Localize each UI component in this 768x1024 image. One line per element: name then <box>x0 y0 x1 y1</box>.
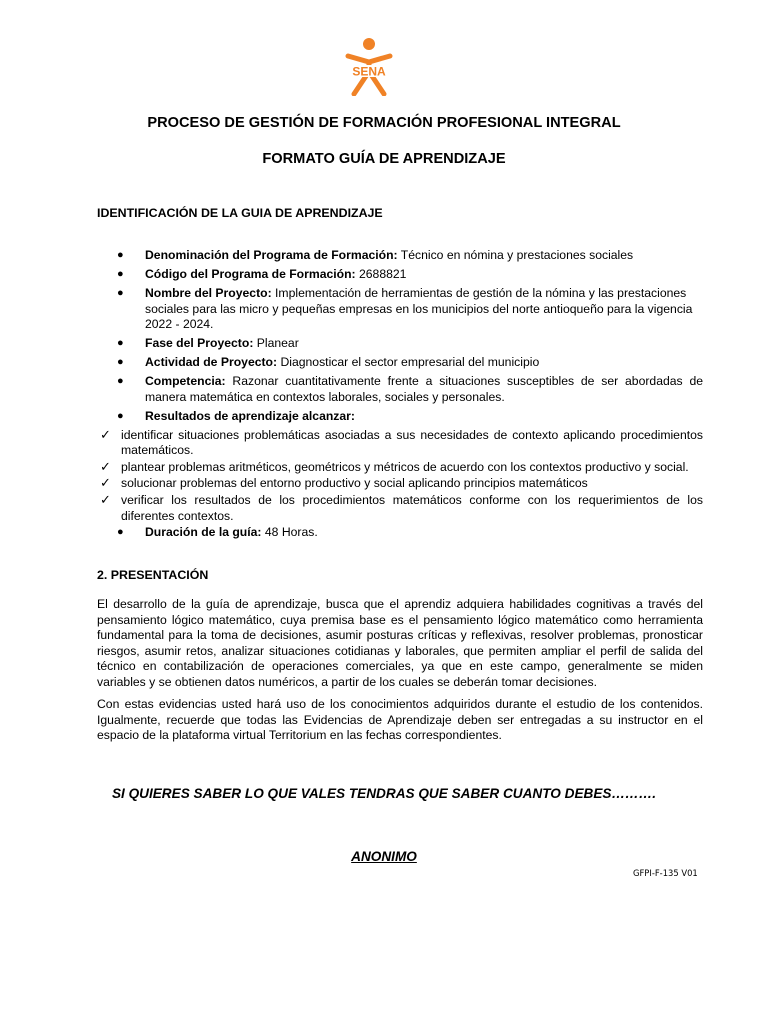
resultado-item: ✓ plantear problemas aritméticos, geométricos y métricos de acuerdo con los contextos productivo y social. <box>100 458 689 474</box>
bullet-icon: ● <box>117 409 124 422</box>
checkmark-icon: ✓ <box>100 492 111 508</box>
bullet-icon: ● <box>117 286 124 299</box>
presentacion-paragraph-2: Con estas evidencias usted hará uso de los conocimientos adquiridos durante el estudio de los contenidos. Igualmente, recuerde que todas las Evidencias de Aprendizaje deben ser entregadas a su instructor en el espacio de la plataforma virtual Territorium en las fechas correspondientes. <box>97 697 703 743</box>
list-item: ● Resultados de aprendizaje alcanzar: <box>117 408 355 423</box>
identificacion-heading: IDENTIFICACIÓN DE LA GUIA DE APRENDIZAJE <box>97 206 383 220</box>
bullet-icon: ● <box>117 267 124 280</box>
list-item: ● Competencia: Razonar cuantitativamente frente a situaciones susceptibles de ser abordadas de manera matemática en contextos laborales, sociales y personales. <box>117 374 703 404</box>
quote: SI QUIERES SABER LO QUE VALES TENDRAS QUE SABER CUANTO DEBES………. <box>111 786 657 801</box>
document-code: GFPI-F-135 V01 <box>633 868 698 878</box>
document-subtitle: FORMATO GUÍA DE APRENDIZAJE <box>262 151 506 167</box>
bullet-icon: ● <box>117 356 124 369</box>
presentacion-heading: 2. PRESENTACIÓN <box>97 568 209 582</box>
checkmark-icon: ✓ <box>100 458 111 474</box>
checkmark-icon: ✓ <box>100 475 111 491</box>
list-item: ● Actividad de Proyecto: Diagnosticar el sector empresarial del municipio <box>117 355 540 370</box>
bullet-icon: ● <box>117 249 124 261</box>
quote-author: ANONIMO <box>351 849 417 864</box>
sena-logo <box>338 36 400 96</box>
list-item: ● Nombre del Proyecto: Implementación de herramientas de gestión de la nómina y las prestaciones sociales para las micro y pequeñas empresas en los municipios del norte antioqueño para la vigencia 2022 - 2024. <box>117 285 693 332</box>
resultado-item: ✓ solucionar problemas del entorno productivo y social aplicando principios matemáticos <box>100 475 588 491</box>
list-item: ● Duración de la guía: 48 Horas. <box>117 525 318 540</box>
presentacion-paragraph-1: El desarrollo de la guía de aprendizaje, busca que el aprendiz adquiera habilidades cognitivas a través del pensamiento lógico matemático, cuya premisa base es el pensamiento lógico matemático como herramienta fundamental para la toma de decisiones, asumir posturas críticas y reflexivas, resolver problemas, pronosticar riesgos, asumir retos, analizar situaciones cotidianas y laborales, que permiten ampliar el perfil de salida del técnico en contabilización de operaciones comerciales, ya que en este campo, generalmente se miden variables y se obtienen datos numéricos, a partir de los cuales se deberán tomar decisiones. <box>97 597 703 689</box>
logo-text: SENA <box>352 64 386 79</box>
list-item: ● Denominación del Programa de Formación: Técnico en nómina y prestaciones sociales <box>117 248 634 262</box>
list-item: ● Código del Programa de Formación: 2688821 <box>117 266 407 281</box>
bullet-icon: ● <box>117 337 124 350</box>
bullet-icon: ● <box>117 526 124 539</box>
bullet-icon: ● <box>117 375 124 388</box>
resultado-item: ✓ identificar situaciones problemáticas asociadas a sus necesidades de contexto aplicando procedimientos matemáticos. <box>100 426 703 458</box>
checkmark-icon: ✓ <box>100 426 111 442</box>
document-title: PROCESO DE GESTIÓN DE FORMACIÓN PROFESIONAL INTEGRAL <box>147 115 621 131</box>
identificacion-list <box>97 248 703 544</box>
list-item: ● Fase del Proyecto: Planear <box>117 336 299 351</box>
resultado-item: ✓ verificar los resultados de los procedimientos matemáticos conforme con los requerimientos de los diferentes contextos. <box>100 492 703 523</box>
